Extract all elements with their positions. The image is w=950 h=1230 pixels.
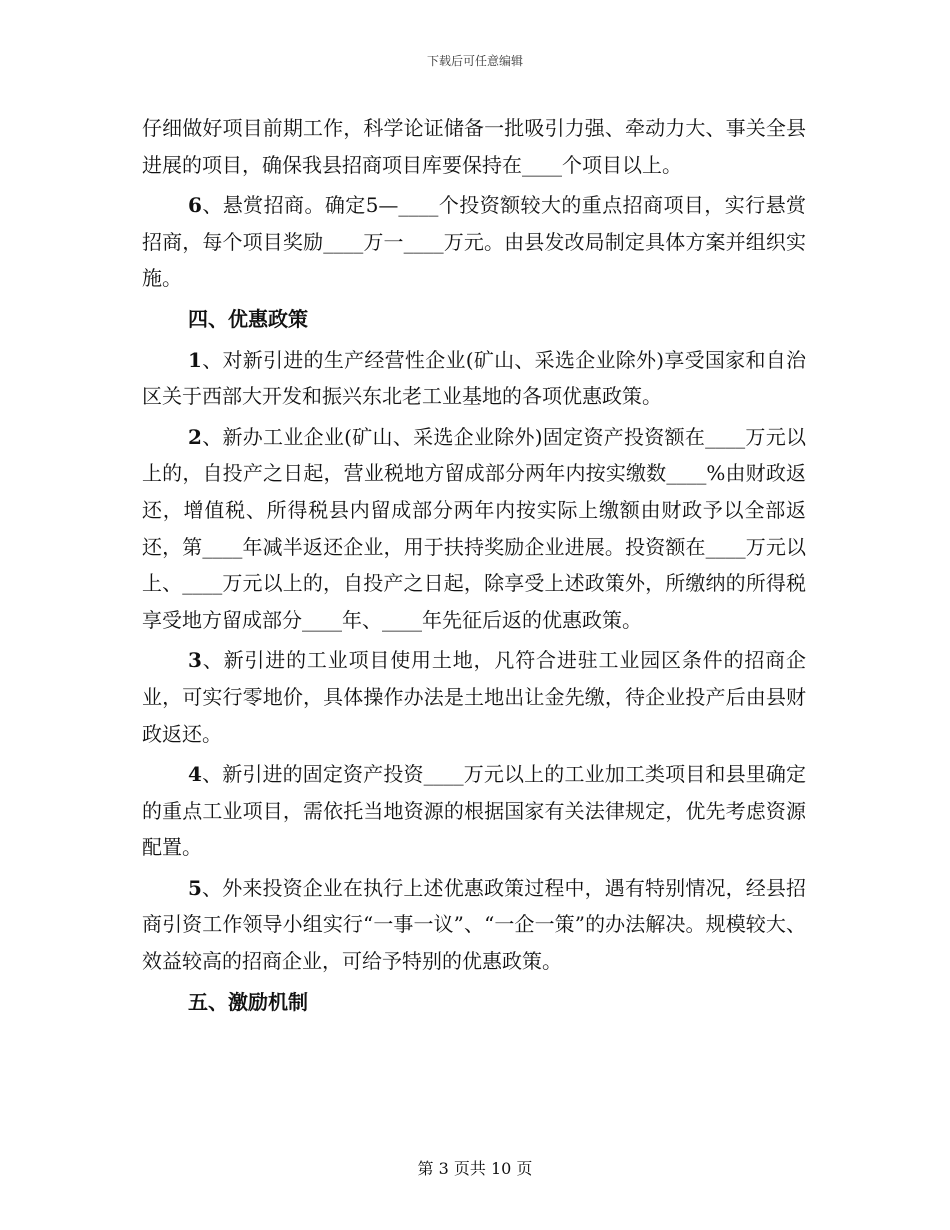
paragraph-text: 、外来投资企业在执行上述优惠政策过程中，遇有特别情况，经县招商引资工作领导小组实行“一事一议”、“一企一策”的办法解决。规模较大、效益较高的招商企业，可给予特别的优惠政策。 bbox=[142, 875, 806, 974]
section-heading-preferential-policies: 四、优惠政策 bbox=[188, 306, 308, 331]
paragraph-item-5 bbox=[142, 870, 806, 980]
paragraph-item-6 bbox=[142, 187, 806, 297]
paragraph-item-3 bbox=[142, 642, 806, 752]
paragraph-text: 、悬赏招商。确定5—____个投资额较大的重点招商项目，实行悬赏招商，每个项目奖励____万一____万元。由县发改局制定具体方案并组织实施。 bbox=[142, 193, 806, 291]
item-number: 6 bbox=[188, 193, 202, 218]
paragraph-text: 、新引进的工业项目使用土地，凡符合进驻工业园区条件的招商企业，可实行零地价，具体操作办法是土地出让金先缴，待企业投产后由县财政返还。 bbox=[142, 648, 806, 746]
paragraph-item-2 bbox=[142, 419, 806, 639]
paragraph-text: 、新办工业企业(矿山、采选企业除外)固定资产投资额在____万元以上的，自投产之日起，营业税地方留成部分两年内按实缴数____%由财政返还，增值税、所得税县内留成部分两年内按实际上缴额由财政予以全部返还，第____年减半返还企业，用于扶持奖励企业进展。投资额在____万元以上、____万元以上的，自投产之日起，除享受上述政策外，所缴纳的所得税享受地方留成部分____年、____年先征后返的优惠政策。 bbox=[142, 424, 806, 632]
paragraph-continuation bbox=[142, 110, 806, 183]
page-footer: 第 3 页共 10 页 bbox=[417, 1159, 533, 1178]
paragraph-item-4 bbox=[142, 756, 806, 866]
paragraph-text: 、新引进的固定资产投资____万元以上的工业加工类项目和县里确定的重点工业项目，需依托当地资源的根据国家有关法律规定，优先考虑资源配置。 bbox=[142, 762, 806, 860]
section-heading-incentive-mechanism: 五、激励机制 bbox=[188, 989, 308, 1014]
paragraph-text: 仔细做好项目前期工作，科学论证储备一批吸引力强、牵动力大、事关全县进展的项目，确保我县招商项目库要保持在____个项目以上。 bbox=[142, 116, 806, 177]
item-number: 1 bbox=[188, 347, 202, 372]
item-number: 4 bbox=[188, 762, 202, 787]
paragraph-text: 、对新引进的生产经营性企业(矿山、采选企业除外)享受国家和自治区关于西部大开发和振兴东北老工业基地的各项优惠政策。 bbox=[142, 347, 806, 409]
paragraph-item-1 bbox=[142, 342, 806, 415]
item-number: 3 bbox=[188, 648, 202, 673]
document-body bbox=[142, 110, 806, 1024]
item-number: 2 bbox=[188, 424, 202, 449]
item-number: 5 bbox=[188, 875, 202, 900]
page-header: 下载后可任意编辑 bbox=[426, 54, 523, 68]
